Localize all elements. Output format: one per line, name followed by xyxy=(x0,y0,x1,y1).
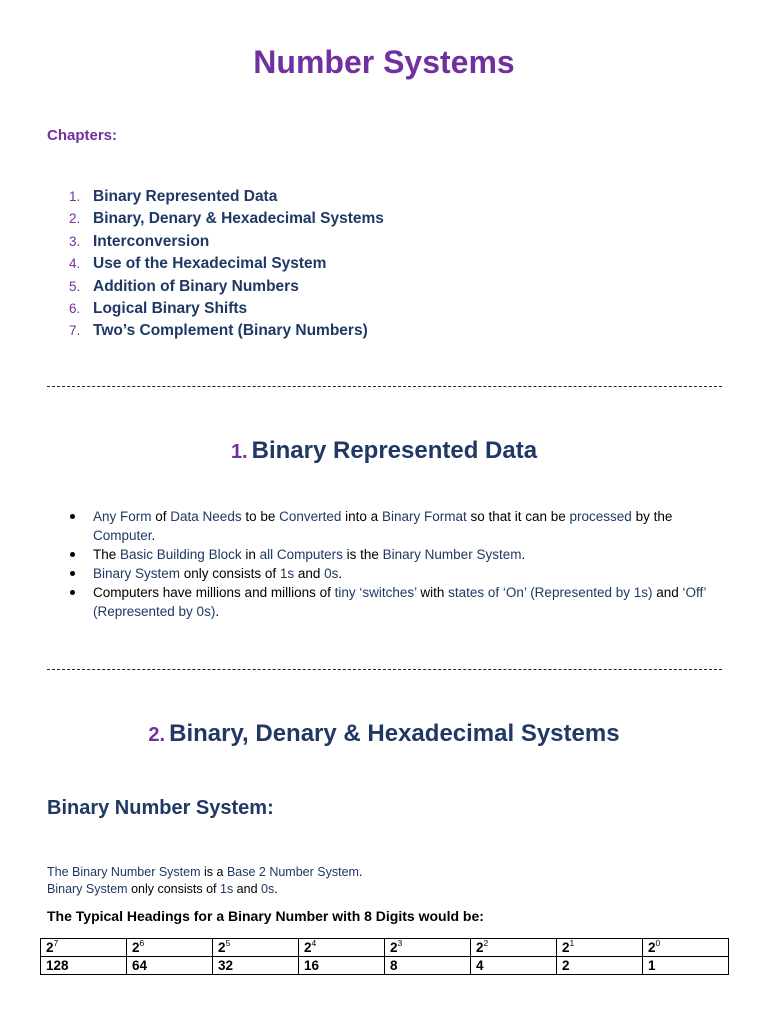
text-run: . xyxy=(274,882,278,896)
chapter-list xyxy=(62,186,384,343)
table-row xyxy=(41,957,729,975)
section-heading-binary-represented-data xyxy=(0,437,768,465)
bullet-item xyxy=(70,545,720,564)
text-run: so that it can be xyxy=(466,509,570,524)
chapter-number: 1. xyxy=(69,189,81,204)
chapter-label: Addition of Binary Numbers xyxy=(93,277,299,295)
table-intro: The Typical Headings for a Binary Number with 8 Digits would be: xyxy=(47,908,484,924)
text-run: and xyxy=(294,566,325,581)
chapter-label: Binary Represented Data xyxy=(93,188,278,205)
highlighted-text: Binary Format xyxy=(381,509,467,524)
subheading-binary-number-system: Binary Number System: xyxy=(47,797,274,819)
highlighted-text: ‘Off’ (Represented by 0s) xyxy=(93,585,707,619)
bullet-item xyxy=(70,564,720,583)
paragraph-line xyxy=(47,864,362,881)
text-run: and xyxy=(233,882,262,896)
power-cell: $2^1$ xyxy=(557,939,643,957)
highlighted-text: Binary System xyxy=(47,882,128,896)
section-title: Binary, Denary & Hexadecimal Systems xyxy=(169,720,620,747)
power-cell: $2^2$ xyxy=(471,939,557,957)
text-run: into a xyxy=(341,509,382,524)
text-run: . xyxy=(338,566,343,581)
chapter-number: 7. xyxy=(69,323,81,339)
highlighted-text: states of ‘On’ (Represented by 1s) xyxy=(448,585,653,600)
text-run: and xyxy=(652,585,683,600)
chapter-label: Use of the Hexadecimal System xyxy=(93,255,327,273)
chapters-label: Chapters: xyxy=(47,127,118,144)
highlighted-text: 1s xyxy=(220,882,234,896)
highlighted-text: Converted xyxy=(279,509,342,524)
chapter-number: 2. xyxy=(69,211,81,227)
highlighted-text: Binary Number System xyxy=(382,547,522,562)
chapter-number: 4. xyxy=(69,256,81,272)
highlighted-text: Any Form xyxy=(93,509,152,524)
text-run: is a xyxy=(200,865,227,879)
bullet-dot xyxy=(70,552,75,557)
highlighted-text: Base 2 Number System xyxy=(226,865,359,879)
chapter-item xyxy=(62,208,384,230)
text-run: . xyxy=(358,865,363,879)
bullet-item xyxy=(70,583,720,621)
chapter-item xyxy=(62,276,384,298)
chapter-label: Interconversion xyxy=(93,232,210,250)
text-run: . xyxy=(151,528,156,543)
chapter-label: Two’s Complement (Binary Numbers) xyxy=(93,322,368,340)
section-title: Binary Represented Data xyxy=(251,437,538,464)
section-divider xyxy=(47,386,722,387)
value-cell: 4 xyxy=(471,957,557,975)
bullet-dot xyxy=(70,514,75,519)
text-run: . xyxy=(215,604,220,619)
value-cell: 16 xyxy=(299,957,385,975)
section-number: 2. xyxy=(148,724,166,746)
highlighted-text: 0s xyxy=(261,882,275,896)
bullet-dot xyxy=(70,590,75,595)
chapter-label: Binary, Denary & Hexadecimal Systems xyxy=(93,210,384,228)
power-cell: $2^0$ xyxy=(643,939,729,957)
chapter-item xyxy=(62,253,384,275)
value-cell: 128 xyxy=(41,957,127,975)
text-run: Computers have millions and millions of xyxy=(93,585,335,600)
section-divider xyxy=(47,669,722,670)
text-run: . xyxy=(521,547,526,562)
text-run: The xyxy=(93,547,121,562)
highlighted-text: Binary System xyxy=(93,566,181,581)
highlighted-text: all Computers xyxy=(259,547,343,562)
value-cell: 8 xyxy=(385,957,471,975)
text-run: is the xyxy=(342,547,383,562)
value-cell: 32 xyxy=(213,957,299,975)
value-cell: 1 xyxy=(643,957,729,975)
power-cell: $2^3$ xyxy=(385,939,471,957)
table-header-row xyxy=(41,939,729,957)
value-cell: 2 xyxy=(557,957,643,975)
bullet-item xyxy=(70,507,720,545)
chapter-number: 3. xyxy=(69,233,81,249)
power-cell: $2^6$ xyxy=(127,939,213,957)
power-cell: $2^5$ xyxy=(213,939,299,957)
bullet-dot xyxy=(70,571,75,576)
text-run: with xyxy=(416,585,449,600)
paragraph-line xyxy=(47,881,278,898)
power-cell: $2^7$ xyxy=(41,939,127,957)
text-run: in xyxy=(241,547,260,562)
chapter-number: 5. xyxy=(69,278,81,294)
chapter-item xyxy=(62,298,384,320)
highlighted-text: 0s xyxy=(324,566,339,581)
text-run: of xyxy=(151,509,171,524)
highlighted-text: 1s xyxy=(279,566,295,581)
chapter-number: 6. xyxy=(69,300,81,316)
text-run: only consists of xyxy=(180,566,280,581)
chapter-item xyxy=(62,320,384,342)
section-number: 1. xyxy=(230,441,248,463)
power-cell: $2^4$ xyxy=(299,939,385,957)
highlighted-text: Computer xyxy=(93,528,152,543)
section-heading-number-systems xyxy=(0,720,768,748)
page-title: Number Systems xyxy=(253,44,515,80)
text-run: to be xyxy=(241,509,280,524)
chapter-item xyxy=(62,231,384,253)
highlighted-text: Basic Building Block xyxy=(120,547,242,562)
highlighted-text: processed xyxy=(569,509,632,524)
chapter-item xyxy=(62,186,384,208)
chapter-label: Logical Binary Shifts xyxy=(93,299,248,317)
highlighted-text: Data Needs xyxy=(170,509,242,524)
highlighted-text: The Binary Number System xyxy=(47,865,201,879)
highlighted-text: tiny ‘switches’ xyxy=(334,585,417,600)
text-run: by the xyxy=(631,509,673,524)
binary-place-value-table xyxy=(40,938,729,975)
text-run: only consists of xyxy=(127,882,220,896)
value-cell: 64 xyxy=(127,957,213,975)
bullet-list xyxy=(70,507,720,621)
